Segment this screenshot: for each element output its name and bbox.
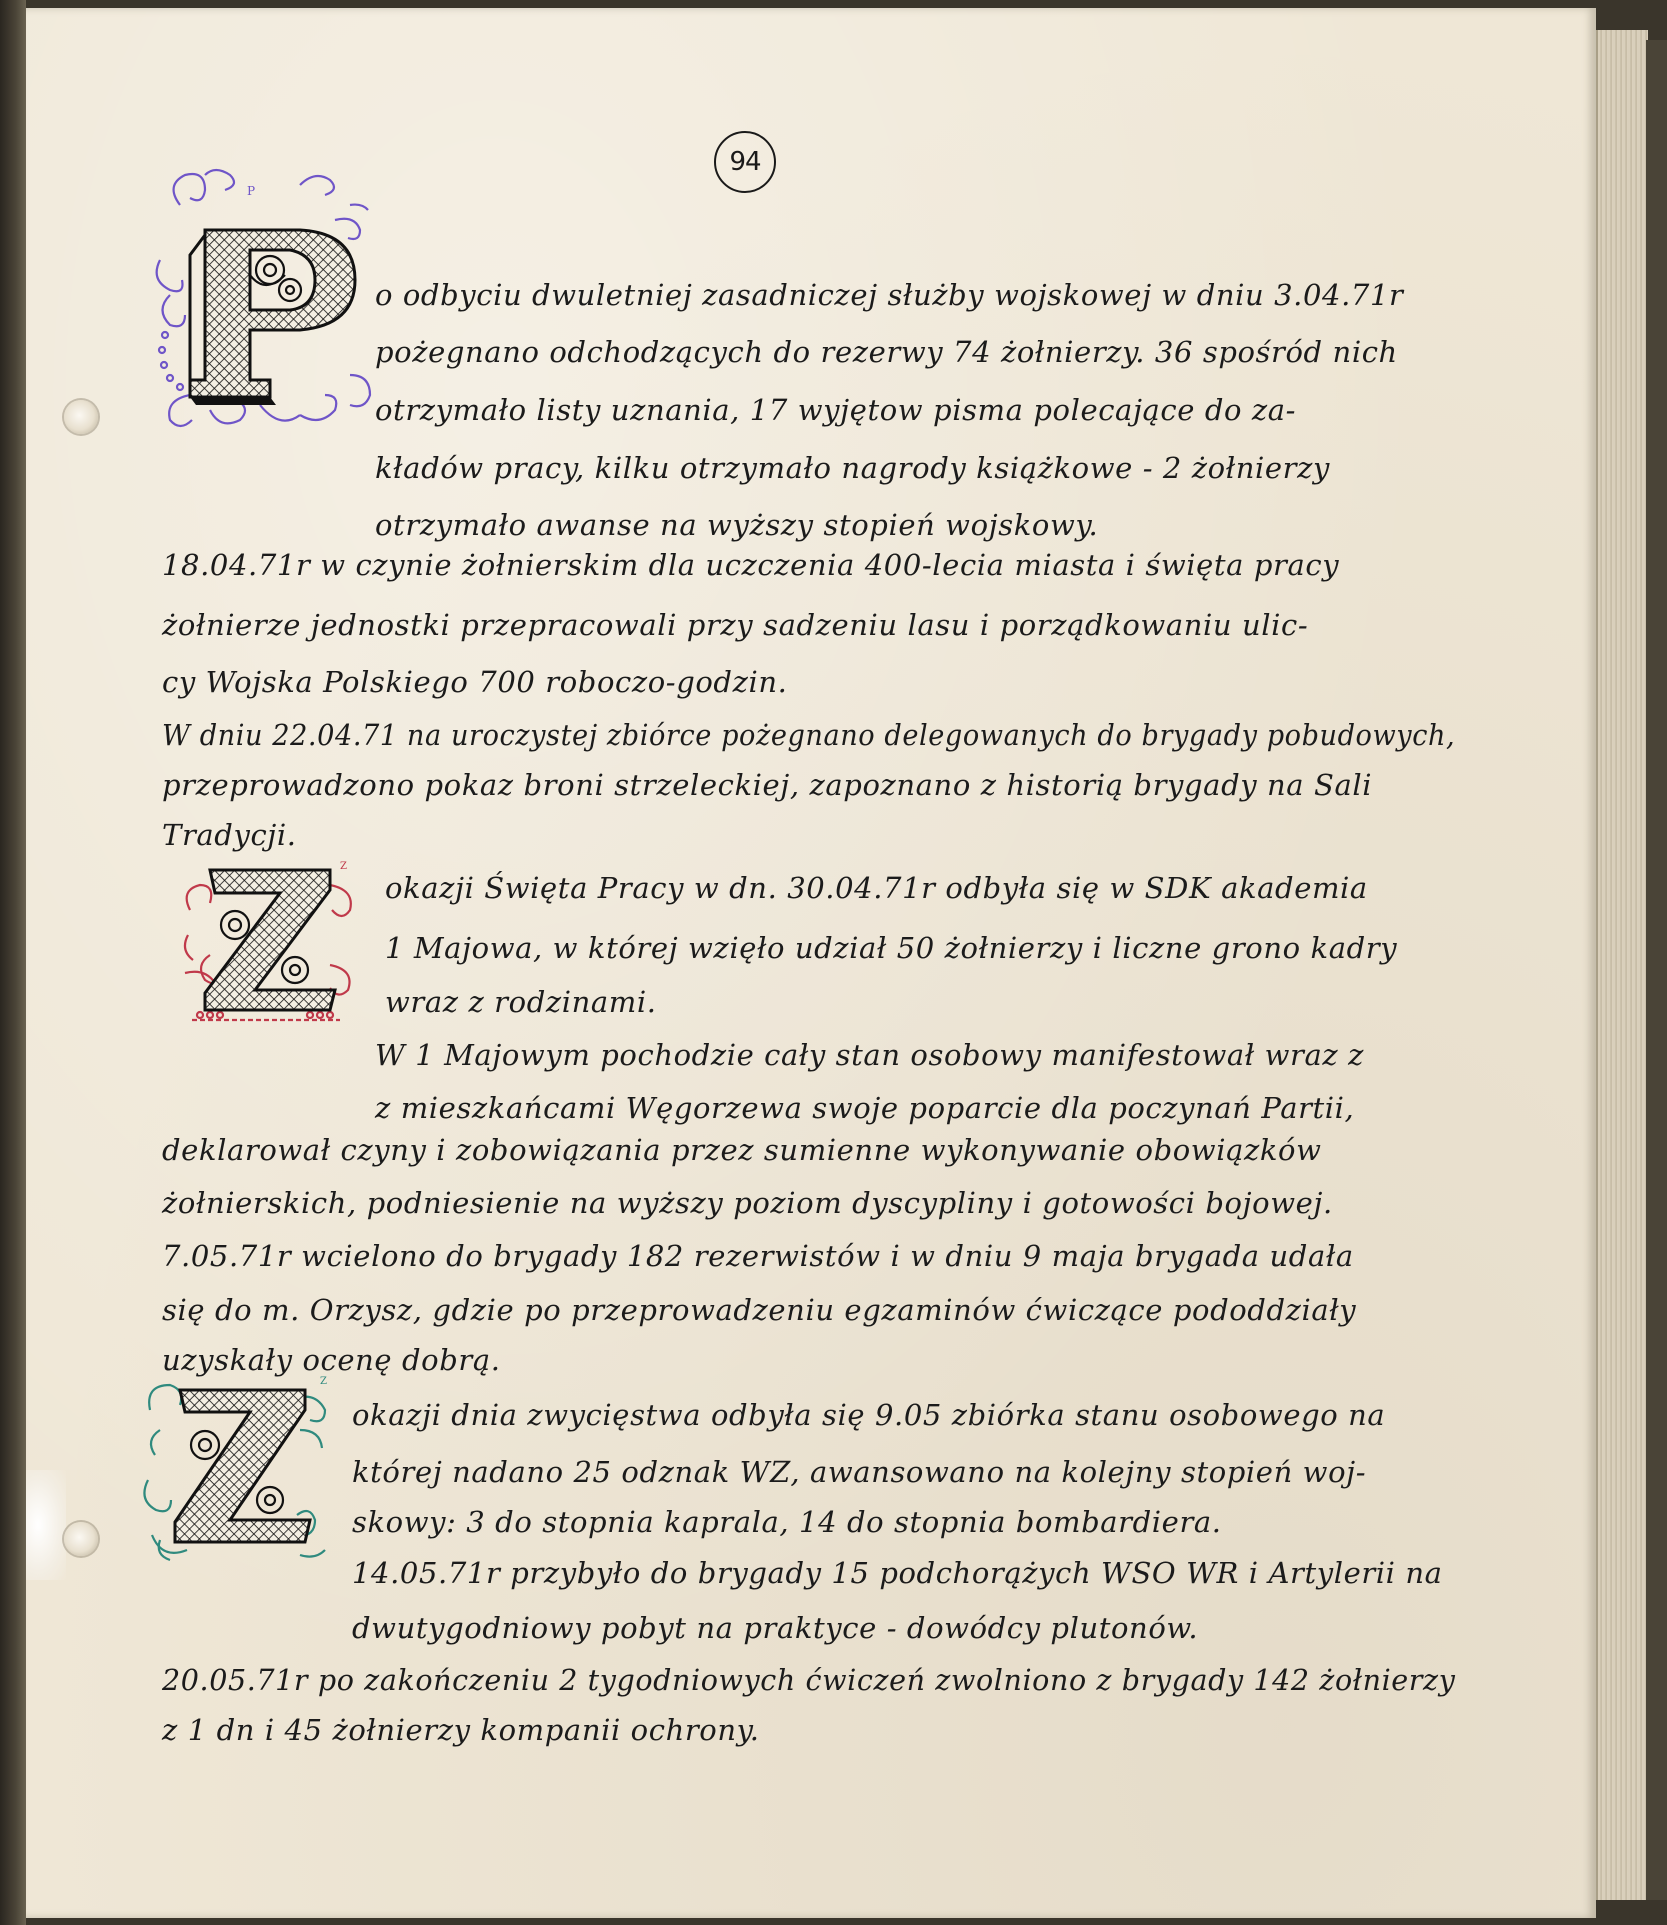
punch-hole-bottom bbox=[64, 1522, 98, 1556]
text-line: 7.05.71r wcielono do brygady 182 rezerwistów i w dniu 9 maja brygada udała bbox=[162, 1239, 1354, 1273]
punch-hole-top bbox=[64, 400, 98, 434]
text-line: okazji Święta Pracy w dn. 30.04.71r odbyła się w SDK akademia bbox=[385, 871, 1368, 905]
text-line: żołnierze jednostki przepracowali przy sadzeniu lasu i porządkowaniu ulic- bbox=[162, 608, 1309, 642]
text-line: 14.05.71r przybyło do brygady 15 podchorążych WSO WR i Artylerii na bbox=[352, 1556, 1443, 1590]
text-line: której nadano 25 odznak WZ, awansowano na kolejny stopień woj- bbox=[352, 1455, 1367, 1489]
torn-edge bbox=[26, 1470, 66, 1580]
text-line: cy Wojska Polskiego 700 roboczo-godzin. bbox=[162, 665, 788, 699]
text-line: Tradycji. bbox=[162, 818, 297, 852]
scan-border bbox=[0, 0, 26, 1925]
decorative-initial-z-teal bbox=[140, 1370, 340, 1570]
decorative-initial-p bbox=[150, 165, 390, 435]
page-edges bbox=[1596, 30, 1648, 1900]
text-line: z mieszkańcami Węgorzewa swoje poparcie dla poczynań Partii, bbox=[375, 1091, 1355, 1125]
text-line: otrzymało awanse na wyższy stopień wojskowy. bbox=[375, 508, 1099, 542]
decorative-initial-z-red bbox=[180, 855, 360, 1035]
text-line: wraz z rodzinami. bbox=[385, 985, 657, 1019]
text-line: kładów pracy, kilku otrzymało nagrody książkowe - 2 żołnierzy bbox=[375, 451, 1330, 485]
text-line: 20.05.71r po zakończeniu 2 tygodniowych ćwiczeń zwolniono z brygady 142 żołnierzy bbox=[162, 1663, 1456, 1697]
text-line: 18.04.71r w czynie żołnierskim dla uczczenia 400-lecia miasta i święta pracy bbox=[162, 548, 1340, 582]
text-line: W 1 Majowym pochodzie cały stan osobowy manifestował wraz z bbox=[375, 1038, 1364, 1072]
page-number bbox=[714, 131, 776, 193]
text-line: dwutygodniowy pobyt na praktyce - dowódcy plutonów. bbox=[352, 1611, 1199, 1645]
text-line: o odbyciu dwuletniej zasadniczej służby wojskowej w dniu 3.04.71r bbox=[375, 278, 1404, 312]
text-line: okazji dnia zwycięstwa odbyła się 9.05 zbiórka stanu osobowego na bbox=[352, 1398, 1386, 1432]
text-line: otrzymało listy uznania, 17 wyjętow pisma polecające do za- bbox=[375, 393, 1297, 427]
text-line: żołnierskich, podniesienie na wyższy poziom dyscypliny i gotowości bojowej. bbox=[162, 1186, 1333, 1220]
text-line: przeprowadzono pokaz broni strzeleckiej, zapoznano z historią brygady na Sali bbox=[162, 768, 1373, 802]
text-line: 1 Majowa, w której wzięło udział 50 żołnierzy i liczne grono kadry bbox=[385, 931, 1398, 965]
binder-edge bbox=[1646, 40, 1667, 1900]
text-line: deklarował czyny i zobowiązania przez sumienne wykonywanie obowiązków bbox=[162, 1133, 1322, 1167]
text-line: z 1 dn i 45 żołnierzy kompanii ochrony. bbox=[162, 1713, 760, 1747]
page-number-text: 94 bbox=[729, 147, 761, 177]
text-line: się do m. Orzysz, gdzie po przeprowadzeniu egzaminów ćwiczące pododdziały bbox=[162, 1293, 1357, 1327]
initial-z-red-letter: Z bbox=[340, 861, 347, 872]
initial-p-letter: P bbox=[247, 184, 256, 198]
text-line: uzyskały ocenę dobrą. bbox=[162, 1343, 501, 1377]
text-line: skowy: 3 do stopnia kaprala, 14 do stopnia bombardiera. bbox=[352, 1505, 1222, 1539]
initial-z-teal-letter: Z bbox=[320, 1376, 327, 1387]
text-line: pożegnano odchodzących do rezerwy 74 żołnierzy. 36 spośród nich bbox=[375, 335, 1398, 369]
text-line: W dniu 22.04.71 na uroczystej zbiórce pożegnano delegowanych do brygady pobudowych, bbox=[162, 718, 1456, 752]
